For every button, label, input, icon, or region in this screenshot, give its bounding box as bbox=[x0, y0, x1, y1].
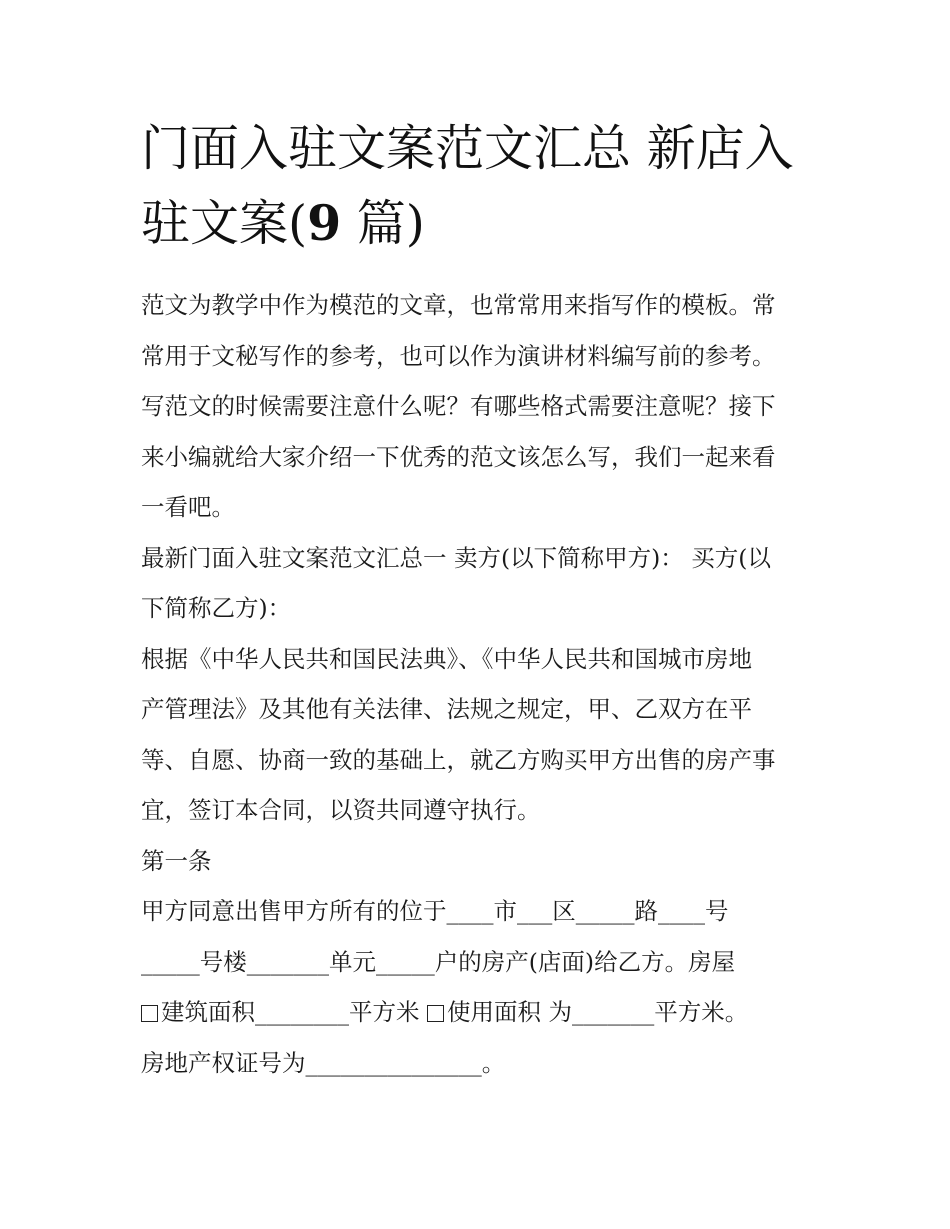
text-line: 宜，签订本合同，以资共同遵守执行。 bbox=[141, 796, 541, 824]
article-heading: 第一条 bbox=[141, 846, 212, 875]
text-line: 甲方同意出售甲方所有的位于____市___区_____路____号 bbox=[141, 897, 729, 925]
area-line bbox=[141, 987, 821, 1038]
title-line-1: 门面入驻文案范文汇总 新店入 bbox=[141, 120, 794, 177]
usable-area-label: 使用面积 为_______平方米。 bbox=[446, 998, 749, 1026]
text-line: 下简称乙方)： bbox=[141, 594, 292, 622]
text-line: _____号楼_______单元_____户的房产(店面)给乙方。房屋 bbox=[141, 947, 736, 976]
text-line: 最新门面入驻文案范文汇总一 卖方(以下简称甲方)： 买方(以 bbox=[141, 543, 771, 572]
title-line-2-start: 驻文案( bbox=[141, 195, 308, 252]
text-line: 根据《中华人民共和国民法典》、《中华人民共和国城市房地 bbox=[141, 644, 752, 673]
text-line: 写范文的时候需要注意什么呢？有哪些格式需要注意呢？接下 bbox=[141, 392, 776, 420]
text-line: 一看吧。 bbox=[141, 493, 235, 521]
page-title bbox=[141, 112, 821, 261]
text-line: 产管理法》及其他有关法律、法规之规定，甲、乙双方在平 bbox=[141, 695, 752, 723]
title-line-2-end: 篇) bbox=[341, 195, 425, 252]
text-line: 范文为教学中作为模范的文章，也常常用来指写作的模板。常 bbox=[141, 291, 776, 319]
text-line: 常用于文秘写作的参考，也可以作为演讲材料编写前的参考。 bbox=[141, 341, 776, 370]
building-area-label: 建筑面积________平方米 bbox=[161, 998, 427, 1026]
checkbox-icon bbox=[427, 1005, 444, 1022]
document-body bbox=[141, 280, 821, 1088]
text-line: 等、自愿、协商一致的基础上，就乙方购买甲方出售的房产事 bbox=[141, 745, 776, 774]
checkbox-icon bbox=[141, 1005, 158, 1022]
text-line: 来小编就给大家介绍一下优秀的范文该怎么写，我们一起来看 bbox=[141, 442, 776, 471]
title-count: 9 bbox=[307, 194, 342, 252]
text-line: 房地产权证号为_______________。 bbox=[141, 1048, 506, 1077]
